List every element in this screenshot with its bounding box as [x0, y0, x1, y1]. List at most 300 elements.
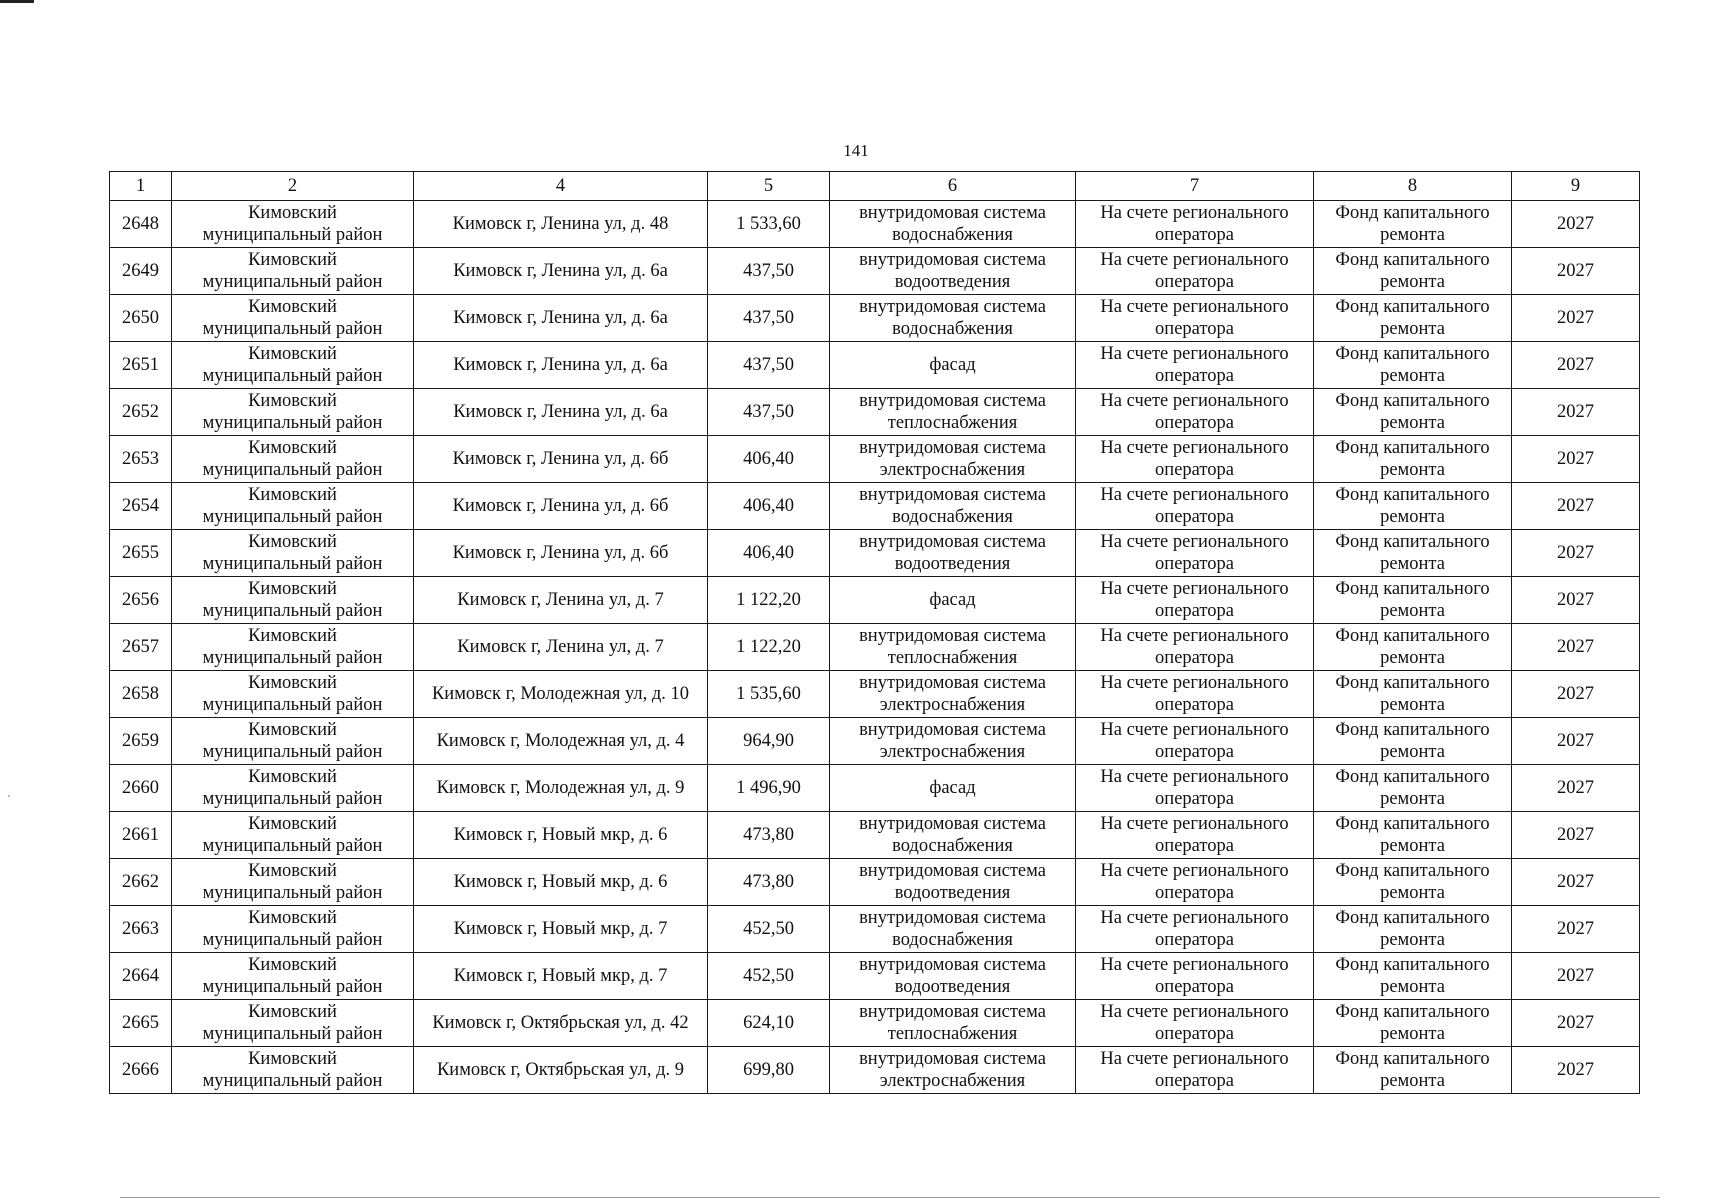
account-cell	[1076, 342, 1314, 389]
page-number: 141	[843, 141, 869, 160]
fund-cell	[1314, 295, 1512, 342]
table-row	[110, 812, 1640, 859]
system-line-2: теплоснабжения	[887, 413, 1018, 433]
row-number-cell: 2652	[110, 389, 172, 436]
address-cell: Кимовск г, Ленина ул, д. 6б	[414, 436, 708, 483]
fund-line-1: Фонд капитального	[1335, 1002, 1490, 1022]
fund-line-2: ремонта	[1380, 319, 1445, 339]
district-line-2: муниципальный район	[202, 836, 383, 856]
system-line-2: электроснабжения	[879, 695, 1026, 715]
fund-line-2: ремонта	[1380, 460, 1445, 480]
fund-cell	[1314, 201, 1512, 248]
year-cell: 2027	[1512, 953, 1640, 1000]
table-row	[110, 248, 1640, 295]
district-line-1: Кимовский	[248, 1002, 337, 1022]
fund-cell	[1314, 624, 1512, 671]
area-cell: 964,90	[708, 718, 830, 765]
system-line-2: водоснабжения	[892, 225, 1013, 245]
system-line-2: теплоснабжения	[887, 1024, 1018, 1044]
year-cell: 2027	[1512, 201, 1640, 248]
system-line-2: водоснабжения	[892, 507, 1013, 527]
system-line-1: внутридомовая система	[859, 814, 1046, 834]
account-line-2: оператора	[1155, 319, 1234, 339]
fund-line-1: Фонд капитального	[1335, 203, 1490, 223]
district-line-1: Кимовский	[248, 297, 337, 317]
area-cell: 437,50	[708, 342, 830, 389]
district-line-2: муниципальный район	[202, 460, 383, 480]
district-line-1: Кимовский	[248, 814, 337, 834]
fund-line-1: Фонд капитального	[1335, 391, 1490, 411]
area-cell: 406,40	[708, 483, 830, 530]
address-cell: Кимовск г, Ленина ул, д. 48	[414, 201, 708, 248]
fund-line-1: Фонд капитального	[1335, 861, 1490, 881]
fund-line-1: Фонд капитального	[1335, 720, 1490, 740]
system-cell	[830, 671, 1076, 718]
fund-cell	[1314, 718, 1512, 765]
address-cell: Кимовск г, Ленина ул, д. 6а	[414, 248, 708, 295]
system-cell	[830, 624, 1076, 671]
account-cell	[1076, 718, 1314, 765]
system-line-1: внутридомовая система	[859, 1049, 1046, 1069]
page-bottom-rule	[120, 1197, 1660, 1198]
fund-line-1: Фонд капитального	[1335, 438, 1490, 458]
system-line-1: внутридомовая система	[859, 861, 1046, 881]
fund-line-1: Фонд капитального	[1335, 908, 1490, 928]
address-cell: Кимовск г, Ленина ул, д. 6б	[414, 483, 708, 530]
area-cell: 437,50	[708, 295, 830, 342]
district-cell	[172, 389, 414, 436]
account-cell	[1076, 1047, 1314, 1094]
system-line-1: внутридомовая система	[859, 720, 1046, 740]
account-cell	[1076, 1000, 1314, 1047]
district-line-1: Кимовский	[248, 861, 337, 881]
address-cell: Кимовск г, Молодежная ул, д. 4	[414, 718, 708, 765]
fund-line-1: Фонд капитального	[1335, 485, 1490, 505]
account-line-2: оператора	[1155, 413, 1234, 433]
account-line-1: На счете регионального	[1100, 532, 1289, 552]
row-number-cell: 2653	[110, 436, 172, 483]
fund-line-1: Фонд капитального	[1335, 626, 1490, 646]
district-cell	[172, 342, 414, 389]
system-line-1: внутридомовая система	[859, 438, 1046, 458]
system-cell	[830, 436, 1076, 483]
district-line-2: муниципальный район	[202, 695, 383, 715]
table-row	[110, 1000, 1640, 1047]
area-cell: 437,50	[708, 389, 830, 436]
address-cell: Кимовск г, Новый мкр, д. 6	[414, 859, 708, 906]
account-line-2: оператора	[1155, 366, 1234, 386]
table-row	[110, 483, 1640, 530]
account-line-2: оператора	[1155, 648, 1234, 668]
fund-line-1: Фонд капитального	[1335, 1049, 1490, 1069]
area-cell: 1 122,20	[708, 577, 830, 624]
capital-repair-table	[109, 171, 1640, 1094]
area-cell: 1 122,20	[708, 624, 830, 671]
year-cell: 2027	[1512, 389, 1640, 436]
account-line-1: На счете регионального	[1100, 1002, 1289, 1022]
district-cell	[172, 1000, 414, 1047]
account-line-1: На счете регионального	[1100, 438, 1289, 458]
column-header-2: 2	[172, 172, 414, 201]
account-line-1: На счете регионального	[1100, 579, 1289, 599]
area-cell: 406,40	[708, 436, 830, 483]
system-line-2: электроснабжения	[879, 1071, 1026, 1091]
account-line-1: На счете регионального	[1100, 673, 1289, 693]
fund-line-2: ремонта	[1380, 413, 1445, 433]
address-cell: Кимовск г, Новый мкр, д. 6	[414, 812, 708, 859]
table-row	[110, 765, 1640, 812]
district-line-1: Кимовский	[248, 485, 337, 505]
account-cell	[1076, 953, 1314, 1000]
district-line-1: Кимовский	[248, 391, 337, 411]
area-cell: 624,10	[708, 1000, 830, 1047]
fund-line-2: ремонта	[1380, 272, 1445, 292]
district-cell	[172, 1047, 414, 1094]
account-line-2: оператора	[1155, 272, 1234, 292]
fund-cell	[1314, 859, 1512, 906]
table-row	[110, 530, 1640, 577]
fund-line-2: ремонта	[1380, 977, 1445, 997]
year-cell: 2027	[1512, 248, 1640, 295]
account-line-2: оператора	[1155, 883, 1234, 903]
district-cell	[172, 765, 414, 812]
scan-corner-mark	[0, 0, 34, 3]
row-number-cell: 2659	[110, 718, 172, 765]
district-line-1: Кимовский	[248, 438, 337, 458]
table-row	[110, 859, 1640, 906]
district-line-2: муниципальный район	[202, 554, 383, 574]
area-cell: 452,50	[708, 906, 830, 953]
account-line-2: оператора	[1155, 742, 1234, 762]
table-row	[110, 953, 1640, 1000]
table-row	[110, 389, 1640, 436]
row-number-cell: 2664	[110, 953, 172, 1000]
year-cell: 2027	[1512, 436, 1640, 483]
district-line-1: Кимовский	[248, 344, 337, 364]
account-line-2: оператора	[1155, 789, 1234, 809]
district-cell	[172, 201, 414, 248]
district-cell	[172, 953, 414, 1000]
system-line-1: внутридомовая система	[859, 673, 1046, 693]
account-cell	[1076, 859, 1314, 906]
district-line-1: Кимовский	[248, 532, 337, 552]
area-cell: 1 496,90	[708, 765, 830, 812]
system-line-1: внутридомовая система	[859, 203, 1046, 223]
fund-line-2: ремонта	[1380, 648, 1445, 668]
area-cell: 1 533,60	[708, 201, 830, 248]
district-line-2: муниципальный район	[202, 366, 383, 386]
account-line-1: На счете регионального	[1100, 767, 1289, 787]
fund-cell	[1314, 483, 1512, 530]
district-line-2: муниципальный район	[202, 742, 383, 762]
account-cell	[1076, 765, 1314, 812]
system-line-1: внутридомовая система	[859, 391, 1046, 411]
system-line-2: теплоснабжения	[887, 648, 1018, 668]
address-cell: Кимовск г, Ленина ул, д. 6б	[414, 530, 708, 577]
area-cell: 437,50	[708, 248, 830, 295]
account-line-1: На счете регионального	[1100, 1049, 1289, 1069]
fund-line-2: ремонта	[1380, 836, 1445, 856]
fund-line-2: ремонта	[1380, 1024, 1445, 1044]
system-cell	[830, 530, 1076, 577]
row-number-cell: 2648	[110, 201, 172, 248]
district-line-1: Кимовский	[248, 673, 337, 693]
district-cell	[172, 295, 414, 342]
year-cell: 2027	[1512, 671, 1640, 718]
address-cell: Кимовск г, Ленина ул, д. 7	[414, 577, 708, 624]
account-cell	[1076, 201, 1314, 248]
system-line-1: внутридомовая система	[859, 1002, 1046, 1022]
account-cell	[1076, 248, 1314, 295]
system-line-2: водоотведения	[894, 272, 1011, 292]
district-cell	[172, 248, 414, 295]
area-cell: 473,80	[708, 812, 830, 859]
fund-line-2: ремонта	[1380, 883, 1445, 903]
year-cell: 2027	[1512, 483, 1640, 530]
account-line-1: На счете регионального	[1100, 344, 1289, 364]
fund-cell	[1314, 953, 1512, 1000]
account-line-2: оператора	[1155, 695, 1234, 715]
area-cell: 1 535,60	[708, 671, 830, 718]
account-line-1: На счете регионального	[1100, 955, 1289, 975]
district-cell	[172, 812, 414, 859]
table-row	[110, 1047, 1640, 1094]
year-cell: 2027	[1512, 1047, 1640, 1094]
system-line-2: водоснабжения	[892, 930, 1013, 950]
account-line-2: оператора	[1155, 977, 1234, 997]
district-line-2: муниципальный район	[202, 507, 383, 527]
district-line-2: муниципальный район	[202, 225, 383, 245]
district-cell	[172, 859, 414, 906]
fund-line-2: ремонта	[1380, 789, 1445, 809]
table-row	[110, 577, 1640, 624]
area-cell: 699,80	[708, 1047, 830, 1094]
district-line-2: муниципальный район	[202, 883, 383, 903]
address-cell: Кимовск г, Октябрьская ул, д. 9	[414, 1047, 708, 1094]
account-line-2: оператора	[1155, 1024, 1234, 1044]
account-cell	[1076, 436, 1314, 483]
address-cell: Кимовск г, Ленина ул, д. 6а	[414, 389, 708, 436]
year-cell: 2027	[1512, 530, 1640, 577]
year-cell: 2027	[1512, 295, 1640, 342]
system-cell	[830, 859, 1076, 906]
system-line-2: водоснабжения	[892, 836, 1013, 856]
row-number-cell: 2660	[110, 765, 172, 812]
district-cell	[172, 483, 414, 530]
table-row	[110, 342, 1640, 389]
district-cell	[172, 906, 414, 953]
row-number-cell: 2650	[110, 295, 172, 342]
district-line-1: Кимовский	[248, 579, 337, 599]
account-line-1: На счете регионального	[1100, 297, 1289, 317]
row-number-cell: 2662	[110, 859, 172, 906]
row-number-cell: 2661	[110, 812, 172, 859]
system-cell	[830, 248, 1076, 295]
system-line-1: внутридомовая система	[859, 297, 1046, 317]
system-line-1: внутридомовая система	[859, 250, 1046, 270]
system-cell: фасад	[830, 577, 1076, 624]
system-line-2: водоотведения	[894, 554, 1011, 574]
row-number-cell: 2657	[110, 624, 172, 671]
address-cell: Кимовск г, Ленина ул, д. 7	[414, 624, 708, 671]
table-row	[110, 201, 1640, 248]
fund-line-1: Фонд капитального	[1335, 767, 1490, 787]
fund-cell	[1314, 1000, 1512, 1047]
account-line-2: оператора	[1155, 836, 1234, 856]
fund-cell	[1314, 342, 1512, 389]
system-line-1: внутридомовая система	[859, 626, 1046, 646]
fund-line-2: ремонта	[1380, 507, 1445, 527]
system-line-2: электроснабжения	[879, 742, 1026, 762]
system-cell	[830, 389, 1076, 436]
system-cell	[830, 201, 1076, 248]
fund-line-1: Фонд капитального	[1335, 532, 1490, 552]
fund-line-2: ремонта	[1380, 601, 1445, 621]
account-cell	[1076, 530, 1314, 577]
column-header-6: 6	[830, 172, 1076, 201]
fund-line-1: Фонд капитального	[1335, 344, 1490, 364]
district-line-1: Кимовский	[248, 955, 337, 975]
district-cell	[172, 530, 414, 577]
table-row	[110, 436, 1640, 483]
district-line-2: муниципальный район	[202, 1071, 383, 1091]
district-line-2: муниципальный район	[202, 1024, 383, 1044]
account-cell	[1076, 295, 1314, 342]
district-cell	[172, 718, 414, 765]
column-header-1: 1	[110, 172, 172, 201]
fund-line-2: ремонта	[1380, 554, 1445, 574]
fund-cell	[1314, 1047, 1512, 1094]
address-cell: Кимовск г, Октябрьская ул, д. 42	[414, 1000, 708, 1047]
system-line-2: водоотведения	[894, 883, 1011, 903]
account-line-1: На счете регионального	[1100, 485, 1289, 505]
address-cell: Кимовск г, Новый мкр, д. 7	[414, 906, 708, 953]
fund-line-2: ремонта	[1380, 930, 1445, 950]
system-line-2: водоотведения	[894, 977, 1011, 997]
area-cell: 452,50	[708, 953, 830, 1000]
fund-cell	[1314, 765, 1512, 812]
table-row	[110, 624, 1640, 671]
account-line-2: оператора	[1155, 225, 1234, 245]
fund-line-1: Фонд капитального	[1335, 673, 1490, 693]
fund-cell	[1314, 248, 1512, 295]
system-line-1: внутридомовая система	[859, 955, 1046, 975]
system-line-1: внутридомовая система	[859, 485, 1046, 505]
account-line-1: На счете регионального	[1100, 861, 1289, 881]
account-line-1: На счете регионального	[1100, 626, 1289, 646]
row-number-cell: 2651	[110, 342, 172, 389]
fund-cell	[1314, 906, 1512, 953]
column-header-9: 9	[1512, 172, 1640, 201]
account-cell	[1076, 906, 1314, 953]
address-cell: Кимовск г, Ленина ул, д. 6а	[414, 295, 708, 342]
district-line-2: муниципальный район	[202, 272, 383, 292]
fund-line-1: Фонд капитального	[1335, 250, 1490, 270]
system-cell	[830, 812, 1076, 859]
scan-speck	[8, 795, 10, 797]
district-line-1: Кимовский	[248, 626, 337, 646]
column-header-5: 5	[708, 172, 830, 201]
district-line-2: муниципальный район	[202, 930, 383, 950]
account-line-1: На счете регионального	[1100, 720, 1289, 740]
year-cell: 2027	[1512, 624, 1640, 671]
system-line-1: внутридомовая система	[859, 532, 1046, 552]
year-cell: 2027	[1512, 859, 1640, 906]
year-cell: 2027	[1512, 1000, 1640, 1047]
address-cell: Кимовск г, Ленина ул, д. 6а	[414, 342, 708, 389]
column-header-7: 7	[1076, 172, 1314, 201]
system-line-2: водоснабжения	[892, 319, 1013, 339]
table-row	[110, 295, 1640, 342]
district-cell	[172, 671, 414, 718]
account-cell	[1076, 483, 1314, 530]
system-cell	[830, 953, 1076, 1000]
system-cell	[830, 1047, 1076, 1094]
area-cell: 406,40	[708, 530, 830, 577]
account-line-2: оператора	[1155, 554, 1234, 574]
row-number-cell: 2656	[110, 577, 172, 624]
account-line-1: На счете регионального	[1100, 908, 1289, 928]
district-cell	[172, 624, 414, 671]
row-number-cell: 2655	[110, 530, 172, 577]
account-line-2: оператора	[1155, 460, 1234, 480]
year-cell: 2027	[1512, 342, 1640, 389]
fund-line-2: ремонта	[1380, 695, 1445, 715]
district-line-2: муниципальный район	[202, 648, 383, 668]
table-body	[110, 201, 1640, 1094]
district-line-1: Кимовский	[248, 908, 337, 928]
address-cell: Кимовск г, Новый мкр, д. 7	[414, 953, 708, 1000]
year-cell: 2027	[1512, 577, 1640, 624]
table-row	[110, 671, 1640, 718]
fund-line-1: Фонд капитального	[1335, 297, 1490, 317]
account-cell	[1076, 812, 1314, 859]
district-line-2: муниципальный район	[202, 319, 383, 339]
column-header-8: 8	[1314, 172, 1512, 201]
year-cell: 2027	[1512, 765, 1640, 812]
fund-line-1: Фонд капитального	[1335, 955, 1490, 975]
account-cell	[1076, 624, 1314, 671]
district-cell	[172, 436, 414, 483]
account-cell	[1076, 577, 1314, 624]
address-cell: Кимовск г, Молодежная ул, д. 9	[414, 765, 708, 812]
fund-line-1: Фонд капитального	[1335, 814, 1490, 834]
account-line-2: оператора	[1155, 1071, 1234, 1091]
district-line-2: муниципальный район	[202, 601, 383, 621]
district-line-1: Кимовский	[248, 250, 337, 270]
fund-cell	[1314, 671, 1512, 718]
column-header-4: 4	[414, 172, 708, 201]
account-line-1: На счете регионального	[1100, 391, 1289, 411]
district-line-1: Кимовский	[248, 720, 337, 740]
system-cell	[830, 295, 1076, 342]
row-number-cell: 2658	[110, 671, 172, 718]
fund-line-2: ремонта	[1380, 366, 1445, 386]
fund-cell	[1314, 577, 1512, 624]
fund-cell	[1314, 389, 1512, 436]
year-cell: 2027	[1512, 812, 1640, 859]
account-line-1: На счете регионального	[1100, 814, 1289, 834]
fund-line-2: ремонта	[1380, 225, 1445, 245]
district-line-1: Кимовский	[248, 767, 337, 787]
account-cell	[1076, 389, 1314, 436]
district-line-1: Кимовский	[248, 1049, 337, 1069]
system-cell: фасад	[830, 765, 1076, 812]
address-cell: Кимовск г, Молодежная ул, д. 10	[414, 671, 708, 718]
district-line-1: Кимовский	[248, 203, 337, 223]
account-line-2: оператора	[1155, 930, 1234, 950]
fund-cell	[1314, 530, 1512, 577]
